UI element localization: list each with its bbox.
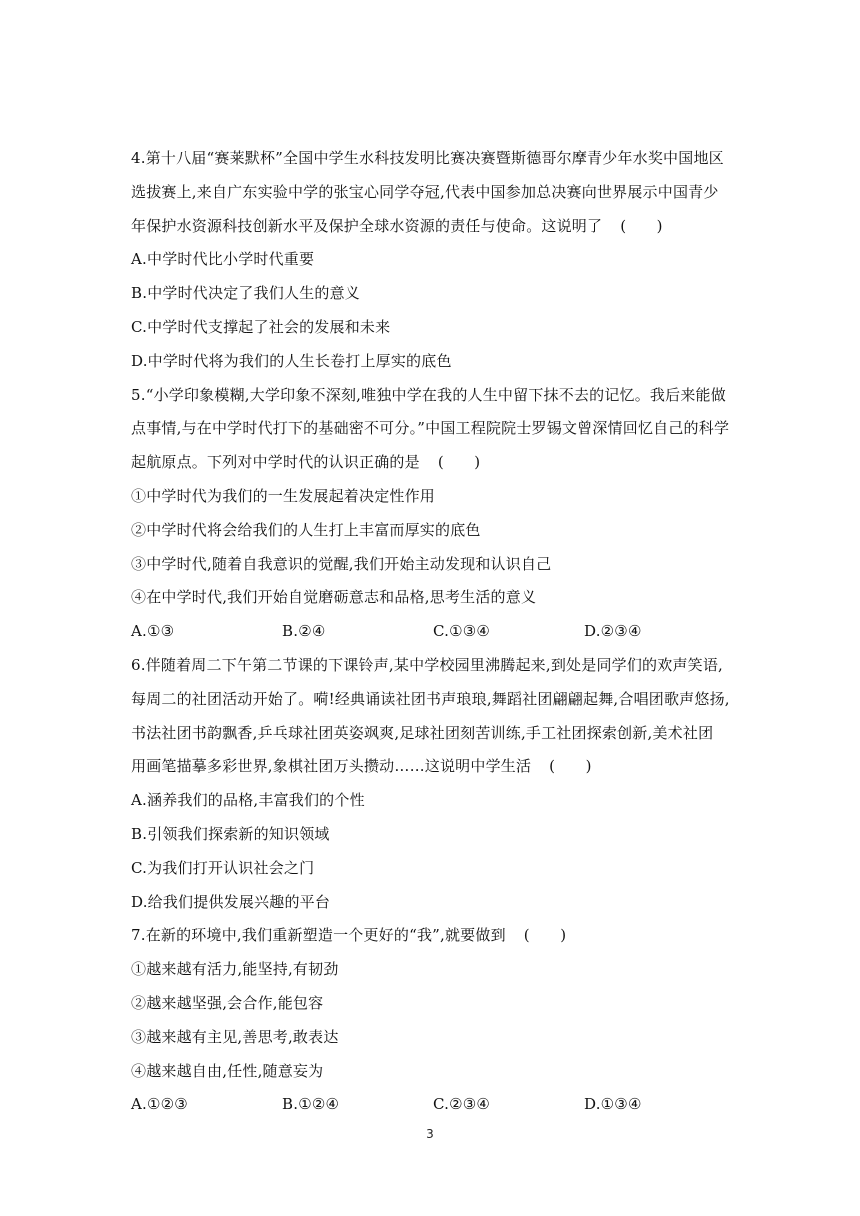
question-4-option-a: A.中学时代比小学时代重要 <box>131 250 315 269</box>
question-5-choice-d: D.②③④ <box>584 622 642 641</box>
question-4-stem-line-3 <box>131 210 735 244</box>
question-6-option-b: B.引领我们探索新的知识领域 <box>131 824 330 843</box>
question-5-choices <box>131 615 735 649</box>
question-6-answer-parentheses: ( ) <box>549 757 592 776</box>
question-5-choice-b: B.②④ <box>282 622 326 641</box>
page-number: 3 <box>426 1127 434 1141</box>
question-7-choice-b: B.①②④ <box>282 1095 340 1114</box>
question-7-choice-a: A.①②③ <box>131 1095 188 1114</box>
question-6-stem-line-1: 6.伴随着周二下午第二节课的下课铃声,某中学校园里沸腾起来,到处是同学们的欢声笑语, <box>131 655 724 674</box>
question-7-choice-d: D.①③④ <box>584 1095 642 1114</box>
question-7-stem-line-1 <box>131 919 735 953</box>
question-4-stem-line-2: 选拔赛上,来自广东实验中学的张宝心同学夺冠,代表中国参加总决赛向世界展示中国青少 <box>131 182 719 201</box>
question-6-stem-line-4 <box>131 750 735 784</box>
question-6-stem-line-3: 书法社团书韵飘香,乒乓球社团英姿飒爽,足球社团刻苦训练,手工社团探索创新,美术社团 <box>131 723 714 742</box>
question-5-statement-1: ①中学时代为我们的一生发展起着决定性作用 <box>131 486 436 505</box>
question-6-stem-line-2: 每周二的社团活动开始了。嗬!经典诵读社团书声琅琅,舞蹈社团翩翩起舞,合唱团歌声悠扬, <box>131 689 730 708</box>
question-6-option-c: C.为我们打开认识社会之门 <box>131 858 315 877</box>
question-4-stem-text: 年保护水资源科技创新水平及保护全球水资源的责任与使命。这说明了 <box>131 216 603 235</box>
question-7-statement-1: ①越来越有活力,能坚持,有韧劲 <box>131 960 339 979</box>
question-5-answer-parentheses: ( ) <box>437 453 481 472</box>
question-7-stem-text: 7.在新的环境中,我们重新塑造一个更好的“我”,就要做到 <box>131 926 506 945</box>
question-5-stem-line-2: 点事情,与在中学时代打下的基础密不可分。”中国工程院院士罗锡文曾深情回忆自己的科学 <box>131 419 730 438</box>
question-5-statement-4: ④在中学时代,我们开始自觉磨砺意志和品格,思考生活的意义 <box>131 588 537 607</box>
question-4-option-b: B.中学时代决定了我们人生的意义 <box>131 284 360 303</box>
question-4-option-c: C.中学时代支撑起了社会的发展和未来 <box>131 317 391 336</box>
question-4-option-d: D.中学时代将为我们的人生长卷打上厚实的底色 <box>131 351 452 370</box>
question-5-stem-text: 起航原点。下列对中学时代的认识正确的是 <box>131 453 420 472</box>
question-7-statement-3: ③越来越有主见,善思考,敢表达 <box>131 1027 339 1046</box>
question-5-statement-2: ②中学时代将会给我们的人生打上丰富而厚实的底色 <box>131 520 481 539</box>
question-4-stem-line-1: 4.第十八届“赛莱默杯”全国中学生水科技发明比赛决赛暨斯德哥尔摩青少年水奖中国地区 <box>131 149 724 167</box>
question-7-choice-c: C.②③④ <box>433 1095 491 1114</box>
question-list <box>131 142 735 1122</box>
question-7-choices <box>131 1088 735 1122</box>
question-5-choice-a: A.①③ <box>131 622 175 641</box>
question-5-choice-c: C.①③④ <box>433 622 491 641</box>
question-6-stem-text: 用画笔描摹多彩世界,象棋社团万头攒动……这说明中学生活 <box>131 757 532 776</box>
question-5-stem-line-1: 5.“小学印象模糊,大学印象不深刻,唯独中学在我的人生中留下抹不去的记忆。我后来能做 <box>131 385 726 404</box>
question-7-statement-4: ④越来越自由,任性,随意妄为 <box>131 1061 324 1080</box>
question-5-stem-line-3 <box>131 446 735 480</box>
question-7-answer-parentheses: ( ) <box>523 926 567 945</box>
question-7-statement-2: ②越来越坚强,会合作,能包容 <box>131 993 324 1012</box>
question-6-option-d: D.给我们提供发展兴趣的平台 <box>131 892 331 911</box>
question-6-option-a: A.涵养我们的品格,丰富我们的个性 <box>131 791 365 810</box>
question-4-answer-parentheses: ( ) <box>620 216 663 235</box>
question-5-statement-3: ③中学时代,随着自我意识的觉醒,我们开始主动发现和认识自己 <box>131 554 552 573</box>
